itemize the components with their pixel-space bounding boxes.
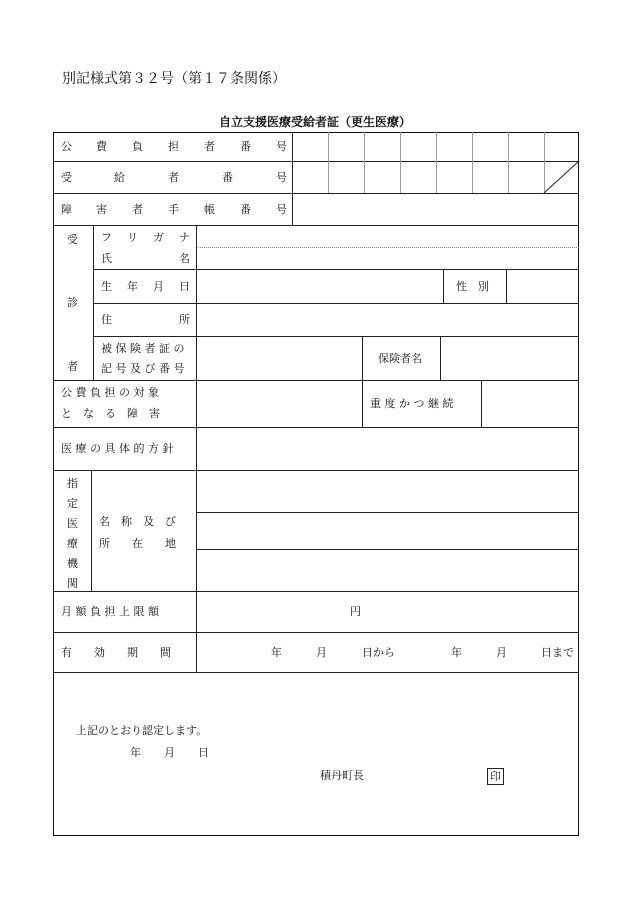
- handbook-no-label-char: 番: [240, 203, 251, 216]
- issuer-name: 積丹町長: [320, 769, 364, 782]
- institution-name-label: 名 称 及 び: [99, 515, 176, 528]
- address-label-char: 所: [179, 313, 190, 326]
- furigana-label-char: フ: [101, 231, 112, 244]
- institution-group-label-char: 定: [67, 497, 78, 510]
- policy-label: 医 療 の 具 体 的 方 針: [61, 442, 174, 455]
- handbook-no-label-char: 号: [276, 203, 287, 216]
- institution-address-label: 所 在 地: [99, 537, 176, 550]
- disability-label: と な る 障 害: [61, 407, 160, 420]
- public-burden-label-char: 費: [96, 140, 107, 153]
- institution-group-label-char: 機: [67, 557, 78, 570]
- yen-unit: 円: [350, 605, 361, 618]
- institution-group-label-char: 医: [67, 517, 78, 530]
- furigana-label-char: リ: [127, 231, 138, 244]
- cert-date-year: 年: [130, 746, 141, 759]
- validity-to-day: 日まで: [541, 646, 574, 659]
- handbook-no-label-char: 害: [96, 203, 107, 216]
- validity-from-day: 日から: [362, 646, 395, 659]
- institution-group-label-char: 指: [67, 477, 78, 490]
- certification-statement: 上記のとおり認定します。: [76, 724, 208, 737]
- name-label-char: 名: [179, 252, 190, 265]
- public-burden-label-char: 負: [132, 140, 143, 153]
- cert-date-month: 月: [164, 746, 175, 759]
- insured-card-label: 記 号 及 び 番 号: [101, 362, 185, 375]
- patient-group-label-char: 者: [67, 360, 78, 373]
- handbook-no-label-char: 障: [61, 203, 72, 216]
- public-burden-label-char: 号: [276, 140, 287, 153]
- recipient-no-label-char: 給: [114, 171, 125, 184]
- birthdate-label-char: 月: [153, 280, 164, 293]
- form-title: 自立支援医療受給者証（更生医療）: [218, 115, 411, 129]
- recipient-no-label-char: 者: [168, 171, 179, 184]
- public-burden-label-char: 番: [240, 140, 251, 153]
- birthdate-label-char: 生: [101, 280, 112, 293]
- birthdate-label-char: 年: [127, 280, 138, 293]
- form-number: 別記様式第３２号（第１７条関係）: [62, 71, 286, 87]
- patient-group-label-char: 受: [67, 233, 78, 246]
- address-label-char: 住: [101, 313, 112, 326]
- monthly-cap-label: 月 額 負 担 上 限 額: [61, 605, 159, 618]
- validity-to-year: 年: [451, 646, 462, 659]
- validity-from-year: 年: [271, 646, 282, 659]
- insured-card-label: 被 保 険 者 証 の: [101, 342, 185, 355]
- patient-group-label-char: 診: [67, 296, 78, 309]
- public-burden-label-char: 担: [168, 140, 179, 153]
- recipient-no-label-char: 受: [61, 171, 72, 184]
- furigana-label-char: ガ: [153, 231, 164, 244]
- furigana-label-char: ナ: [179, 231, 190, 244]
- disability-label: 公 費 負 担 の 対 象: [61, 386, 159, 399]
- birthdate-label-char: 日: [179, 280, 190, 293]
- insurer-label: 保険者名: [378, 352, 422, 365]
- public-burden-label-char: 公: [61, 140, 72, 153]
- handbook-no-label-char: 手: [168, 203, 179, 216]
- handbook-no-label-char: 者: [132, 203, 143, 216]
- institution-group-label-char: 療: [67, 537, 78, 550]
- cert-date-day: 日: [198, 746, 209, 759]
- recipient-no-label-char: 番: [222, 171, 233, 184]
- validity-label: 有 効 期 間: [61, 646, 171, 659]
- handbook-no-label-char: 帳: [204, 203, 215, 216]
- seal-mark: 印: [487, 768, 504, 785]
- sex-label: 性 別: [456, 280, 489, 293]
- recipient-no-label-char: 号: [276, 171, 287, 184]
- severe-label: 重 度 か つ 継 続: [370, 397, 454, 410]
- validity-from-month: 月: [316, 646, 327, 659]
- validity-to-month: 月: [496, 646, 507, 659]
- institution-group-label-char: 関: [67, 577, 78, 590]
- name-label-char: 氏: [101, 252, 112, 265]
- public-burden-label-char: 者: [204, 140, 215, 153]
